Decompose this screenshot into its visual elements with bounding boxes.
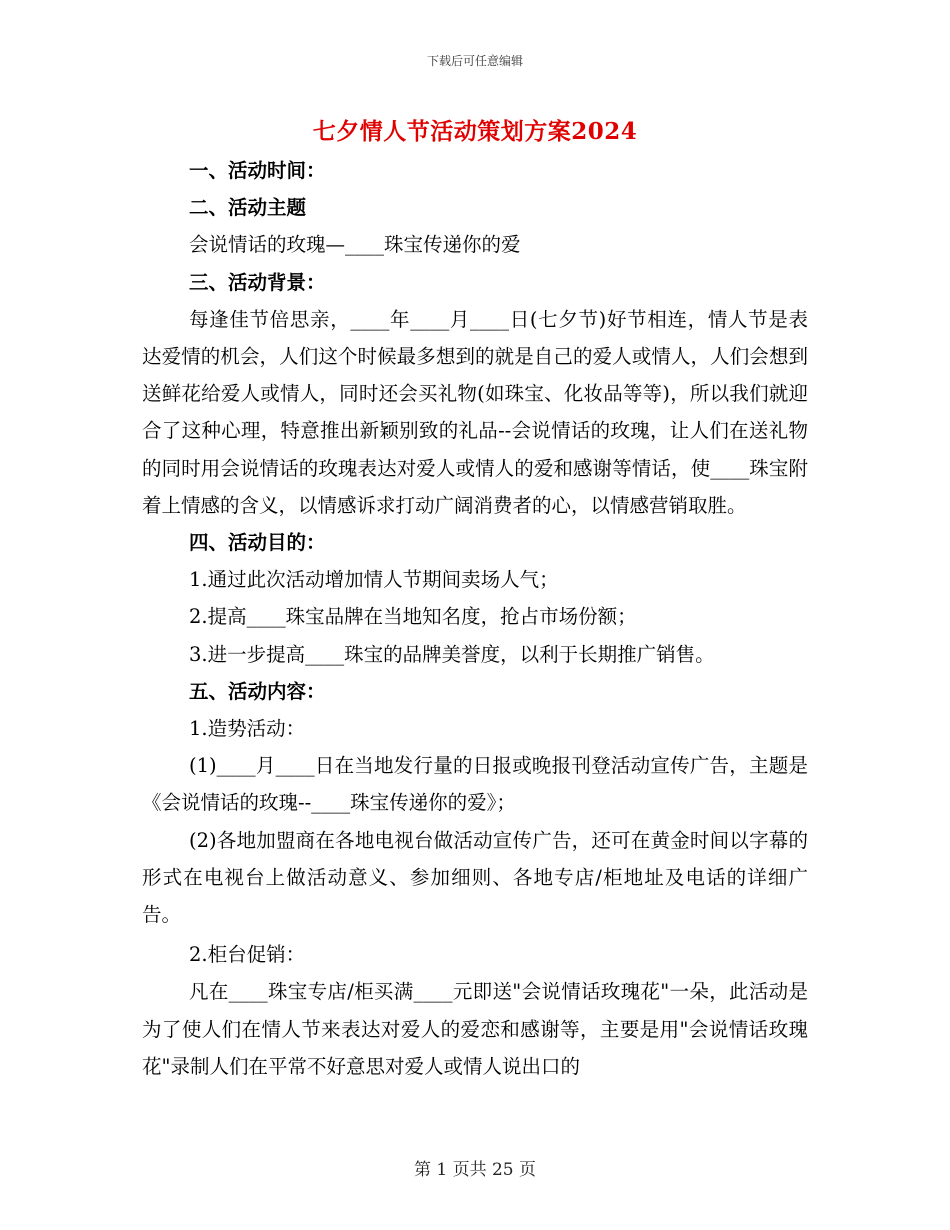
section-heading-time: 一、活动时间：: [189, 159, 326, 182]
background-paragraph: 每逢佳节倍思亲，____年____月____日(七夕节)好节相连，情人节是表达爱情的机会，人们这个时候最多想到的就是自己的爱人或情人，人们会想到送鲜花给爱人或情人，同时还会买礼物(如珠宝、化妆品等等)，所以我们就迎合了这种心理，特意推出新颖别致的礼品--会说情话的玫瑰，让人们在送礼物的同时用会说情话的玫瑰表达对爱人或情人的爱和感谢等情话，使____珠宝附着上情感的含义，以情感诉求打动广阔消费者的心，以情感营销取胜。: [142, 307, 808, 517]
section-heading-content: 五、活动内容：: [189, 679, 326, 703]
document-title: 七夕情人节活动策划方案2024: [312, 118, 638, 145]
purpose-item-1: 1.通过此次活动增加情人节期间卖场人气；: [189, 568, 559, 592]
page-footer: 第 1 页共 25 页: [413, 1160, 537, 1180]
promotion-item-2: (2)各地加盟商在各地电视台做活动宣传广告，还可在黄金时间以字幕的形式在电视台上做活动意义、参加细则、各地专店/柜地址及电话的详细广告。: [142, 828, 808, 927]
document-body: [142, 152, 808, 1085]
section-heading-background: 三、活动背景：: [189, 270, 326, 294]
content-subheading-counter: 2.柜台促销：: [189, 943, 306, 967]
purpose-item-2: 2.提高____珠宝品牌在当地知名度，抢占市场份额；: [189, 605, 637, 629]
counter-paragraph: 凡在____珠宝专店/柜买满____元即送"会说情话玫瑰花"一朵，此活动是为了使人们在情人节来表达对爱人的爱恋和感谢等，主要是用"会说情话玫瑰花"录制人们在平常不好意思对爱人或情人说出口的: [142, 980, 808, 1078]
content-subheading-promotion: 1.造势活动：: [189, 717, 306, 741]
purpose-item-3: 3.进一步提高____珠宝的品牌美誉度，以利于长期推广销售。: [189, 642, 715, 666]
theme-paragraph: 会说情话的玫瑰—____珠宝传递你的爱: [189, 233, 521, 257]
page-header: 下载后可任意编辑: [426, 54, 523, 68]
promotion-item-1: (1)____月____日在当地发行量的日报或晚报刊登活动宣传广告，主题是《会说情话的玫瑰--____珠宝传递你的爱》；: [142, 754, 808, 815]
section-heading-theme: 二、活动主题: [189, 196, 307, 220]
section-heading-purpose: 四、活动目的：: [189, 531, 326, 555]
